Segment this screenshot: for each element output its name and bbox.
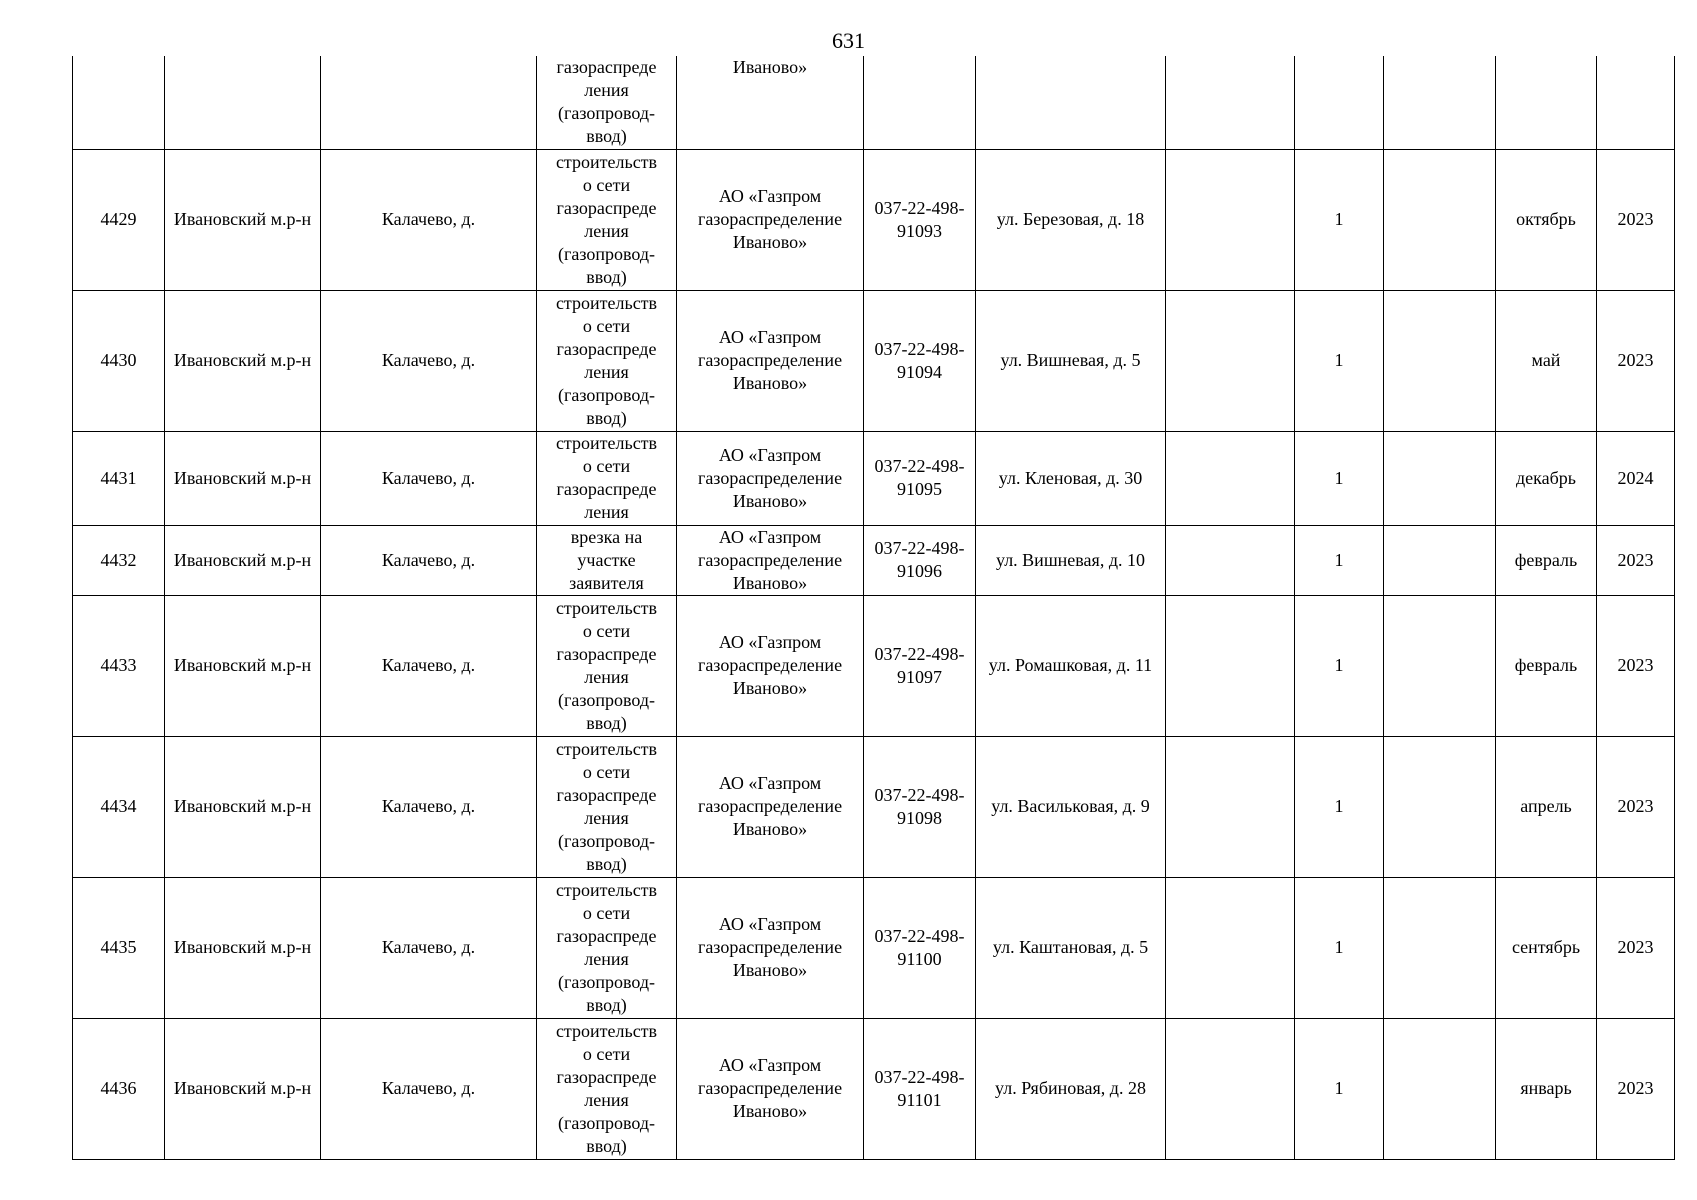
cell-month: апрель (1496, 736, 1597, 877)
cell-year: 2023 (1597, 595, 1675, 736)
table-row (73, 736, 1675, 877)
cell-col8 (1166, 431, 1295, 525)
cell-app-number: 037-22-498-91098 (864, 736, 976, 877)
cell-address: ул. Кленовая, д. 30 (976, 431, 1166, 525)
cell-col10 (1384, 56, 1496, 149)
cell-app-number: 037-22-498-91096 (864, 525, 976, 595)
cell-no: 4434 (73, 736, 165, 877)
cell-month: сентябрь (1496, 877, 1597, 1018)
cell-col8 (1166, 56, 1295, 149)
cell-organization: Иваново» (677, 56, 864, 149)
cell-month: октябрь (1496, 149, 1597, 290)
cell-col10 (1384, 736, 1496, 877)
cell-quantity: 1 (1295, 736, 1384, 877)
cell-organization: АО «Газпром газораспределение Иваново» (677, 149, 864, 290)
cell-col10 (1384, 877, 1496, 1018)
cell-year: 2023 (1597, 290, 1675, 431)
cell-col10 (1384, 431, 1496, 525)
cell-address: ул. Березовая, д. 18 (976, 149, 1166, 290)
cell-col8 (1166, 736, 1295, 877)
cell-col10 (1384, 595, 1496, 736)
cell-no: 4433 (73, 595, 165, 736)
cell-app-number: 037-22-498-91094 (864, 290, 976, 431)
cell-app-number: 037-22-498-91100 (864, 877, 976, 1018)
cell-col10 (1384, 525, 1496, 595)
cell-work-type: строительств о сети газораспреде ления (газопровод- ввод) (537, 595, 677, 736)
cell-year: 2023 (1597, 736, 1675, 877)
cell-settlement: Калачево, д. (321, 525, 537, 595)
cell-year: 2023 (1597, 1018, 1675, 1159)
cell-month: декабрь (1496, 431, 1597, 525)
cell-organization: АО «Газпром газораспределение Иваново» (677, 290, 864, 431)
cell-district (165, 56, 321, 149)
cell-month: май (1496, 290, 1597, 431)
cell-no (73, 56, 165, 149)
table-row (73, 595, 1675, 736)
cell-work-type: врезка на участке заявителя (537, 525, 677, 595)
continuation-row (73, 56, 1675, 149)
cell-col8 (1166, 290, 1295, 431)
cell-work-type: строительств о сети газораспреде ления (газопровод- ввод) (537, 149, 677, 290)
cell-no: 4435 (73, 877, 165, 1018)
cell-district: Ивановский м.р-н (165, 736, 321, 877)
cell-address (976, 56, 1166, 149)
cell-quantity (1295, 56, 1384, 149)
cell-address: ул. Вишневая, д. 10 (976, 525, 1166, 595)
cell-settlement: Калачево, д. (321, 431, 537, 525)
cell-organization: АО «Газпром газораспределение Иваново» (677, 1018, 864, 1159)
cell-settlement: Калачево, д. (321, 149, 537, 290)
page-number: 631 (832, 28, 865, 53)
cell-organization: АО «Газпром газораспределение Иваново» (677, 525, 864, 595)
cell-settlement (321, 56, 537, 149)
cell-col10 (1384, 149, 1496, 290)
cell-year: 2023 (1597, 525, 1675, 595)
cell-settlement: Калачево, д. (321, 1018, 537, 1159)
table-row (73, 525, 1675, 595)
cell-year: 2023 (1597, 877, 1675, 1018)
cell-address: ул. Вишневая, д. 5 (976, 290, 1166, 431)
cell-work-type: строительств о сети газораспреде ления (газопровод- ввод) (537, 1018, 677, 1159)
cell-col8 (1166, 595, 1295, 736)
cell-year: 2023 (1597, 149, 1675, 290)
cell-organization: АО «Газпром газораспределение Иваново» (677, 595, 864, 736)
cell-quantity: 1 (1295, 431, 1384, 525)
cell-app-number: 037-22-498-91093 (864, 149, 976, 290)
cell-no: 4430 (73, 290, 165, 431)
cell-work-type: строительств о сети газораспреде ления (газопровод- ввод) (537, 736, 677, 877)
cell-organization: АО «Газпром газораспределение Иваново» (677, 431, 864, 525)
cell-col10 (1384, 1018, 1496, 1159)
cell-quantity: 1 (1295, 290, 1384, 431)
cell-district: Ивановский м.р-н (165, 595, 321, 736)
cell-district: Ивановский м.р-н (165, 877, 321, 1018)
cell-no: 4431 (73, 431, 165, 525)
cell-app-number: 037-22-498-91101 (864, 1018, 976, 1159)
cell-app-number (864, 56, 976, 149)
cell-app-number: 037-22-498-91097 (864, 595, 976, 736)
cell-work-type: строительств о сети газораспреде ления (газопровод- ввод) (537, 290, 677, 431)
cell-address: ул. Рябиновая, д. 28 (976, 1018, 1166, 1159)
cell-quantity: 1 (1295, 877, 1384, 1018)
cell-year (1597, 56, 1675, 149)
cell-month: февраль (1496, 595, 1597, 736)
table-row (73, 290, 1675, 431)
cell-quantity: 1 (1295, 1018, 1384, 1159)
cell-month: февраль (1496, 525, 1597, 595)
cell-settlement: Калачево, д. (321, 877, 537, 1018)
cell-settlement: Калачево, д. (321, 736, 537, 877)
cell-month (1496, 56, 1597, 149)
table-row (73, 149, 1675, 290)
cell-work-type: газораспреде ления (газопровод- ввод) (537, 56, 677, 149)
cell-col8 (1166, 1018, 1295, 1159)
table-row (73, 877, 1675, 1018)
cell-app-number: 037-22-498-91095 (864, 431, 976, 525)
cell-district: Ивановский м.р-н (165, 290, 321, 431)
cell-address: ул. Ромашковая, д. 11 (976, 595, 1166, 736)
table-row (73, 431, 1675, 525)
cell-quantity: 1 (1295, 149, 1384, 290)
cell-no: 4432 (73, 525, 165, 595)
cell-settlement: Калачево, д. (321, 290, 537, 431)
cell-col10 (1384, 290, 1496, 431)
cell-organization: АО «Газпром газораспределение Иваново» (677, 877, 864, 1018)
cell-district: Ивановский м.р-н (165, 525, 321, 595)
cell-district: Ивановский м.р-н (165, 431, 321, 525)
cell-address: ул. Васильковая, д. 9 (976, 736, 1166, 877)
cell-col8 (1166, 525, 1295, 595)
cell-col8 (1166, 149, 1295, 290)
cell-no: 4429 (73, 149, 165, 290)
cell-quantity: 1 (1295, 525, 1384, 595)
cell-organization: АО «Газпром газораспределение Иваново» (677, 736, 864, 877)
cell-district: Ивановский м.р-н (165, 149, 321, 290)
gas-connection-table (72, 56, 1675, 1160)
cell-no: 4436 (73, 1018, 165, 1159)
cell-work-type: строительств о сети газораспреде ления (537, 431, 677, 525)
cell-month: январь (1496, 1018, 1597, 1159)
cell-col8 (1166, 877, 1295, 1018)
table-row (73, 1018, 1675, 1159)
cell-year: 2024 (1597, 431, 1675, 525)
cell-work-type: строительств о сети газораспреде ления (газопровод- ввод) (537, 877, 677, 1018)
cell-district: Ивановский м.р-н (165, 1018, 321, 1159)
cell-address: ул. Каштановая, д. 5 (976, 877, 1166, 1018)
cell-settlement: Калачево, д. (321, 595, 537, 736)
cell-quantity: 1 (1295, 595, 1384, 736)
